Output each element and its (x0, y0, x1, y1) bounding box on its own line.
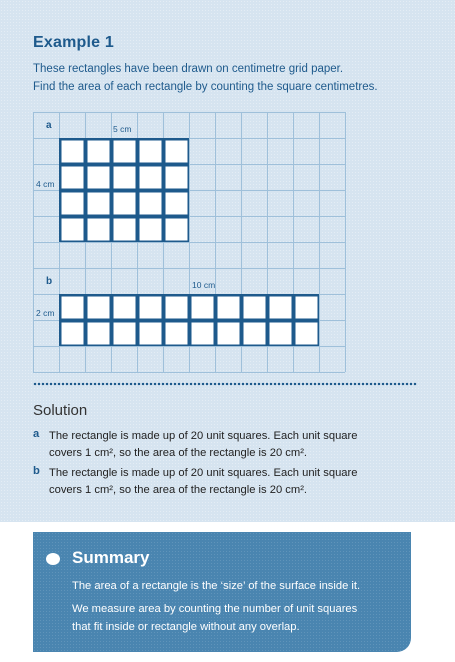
unit-square (140, 323, 162, 345)
solution-item-label: a (33, 428, 40, 440)
unit-square (88, 167, 110, 189)
solution-item-text: The rectangle is made up of 20 unit squares. Each unit square (49, 430, 358, 442)
unit-square (88, 219, 110, 241)
unit-square (62, 219, 84, 241)
unit-square (62, 167, 84, 189)
solution-item-text: covers 1 cm², so the area of the rectangle is 20 cm². (49, 447, 308, 459)
unit-square (166, 297, 188, 319)
unit-square (62, 193, 84, 215)
unit-square (88, 193, 110, 215)
summary-text-2: We measure area by counting the number of unit squares (72, 603, 358, 615)
summary-title: Summary (72, 548, 150, 567)
rect-a-height-label: 4 cm (36, 179, 55, 189)
unit-square (296, 323, 318, 345)
unit-square (270, 297, 292, 319)
centimetre-grid (33, 112, 349, 378)
summary-text-3: that fit inside or rectangle without any overlap. (72, 621, 300, 633)
unit-square (114, 323, 136, 345)
unit-square (192, 323, 214, 345)
unit-square (192, 297, 214, 319)
unit-square (166, 167, 188, 189)
unit-square (88, 323, 110, 345)
rect-b-height-label: 2 cm (36, 308, 55, 318)
unit-square (244, 323, 266, 345)
unit-square (62, 297, 84, 319)
unit-square (166, 141, 188, 163)
rectangle-b (59, 294, 319, 346)
unit-square (114, 219, 136, 241)
example-instruction-2: Find the area of each rectangle by counting the square centimetres. (33, 81, 378, 93)
unit-square (218, 297, 240, 319)
unit-square (140, 297, 162, 319)
unit-square (140, 141, 162, 163)
unit-square (140, 193, 162, 215)
unit-square (88, 141, 110, 163)
part-a-label: a (46, 120, 52, 131)
unit-square (270, 323, 292, 345)
dotted-divider (33, 382, 417, 386)
bullet-icon (46, 553, 60, 565)
unit-square (166, 219, 188, 241)
unit-square (244, 297, 266, 319)
solution-title: Solution (33, 402, 88, 419)
rect-a-width-label: 5 cm (113, 124, 132, 134)
rect-b-width-label: 10 cm (192, 280, 216, 290)
part-b-label: b (46, 276, 53, 287)
solution-item-text: The rectangle is made up of 20 unit squares. Each unit square (49, 467, 358, 479)
unit-square (166, 193, 188, 215)
summary-text-1: The area of a rectangle is the ‘size’ of the surface inside it. (72, 580, 361, 592)
grid-paper-figure (33, 112, 349, 373)
unit-square (218, 323, 240, 345)
unit-square (166, 323, 188, 345)
unit-square (140, 219, 162, 241)
unit-square (114, 297, 136, 319)
rectangle-a (59, 138, 189, 242)
unit-square (114, 167, 136, 189)
unit-square (88, 297, 110, 319)
unit-square (140, 167, 162, 189)
unit-square (114, 141, 136, 163)
solution-item-label: b (33, 465, 40, 477)
summary-panel (33, 532, 411, 652)
example-title: Example 1 (33, 34, 114, 51)
example-instruction-1: These rectangles have been drawn on centimetre grid paper. (33, 63, 344, 75)
unit-square (114, 193, 136, 215)
unit-square (62, 323, 84, 345)
unit-square (296, 297, 318, 319)
solution-item-text: covers 1 cm², so the area of the rectangle is 20 cm². (49, 484, 308, 496)
unit-square (62, 141, 84, 163)
